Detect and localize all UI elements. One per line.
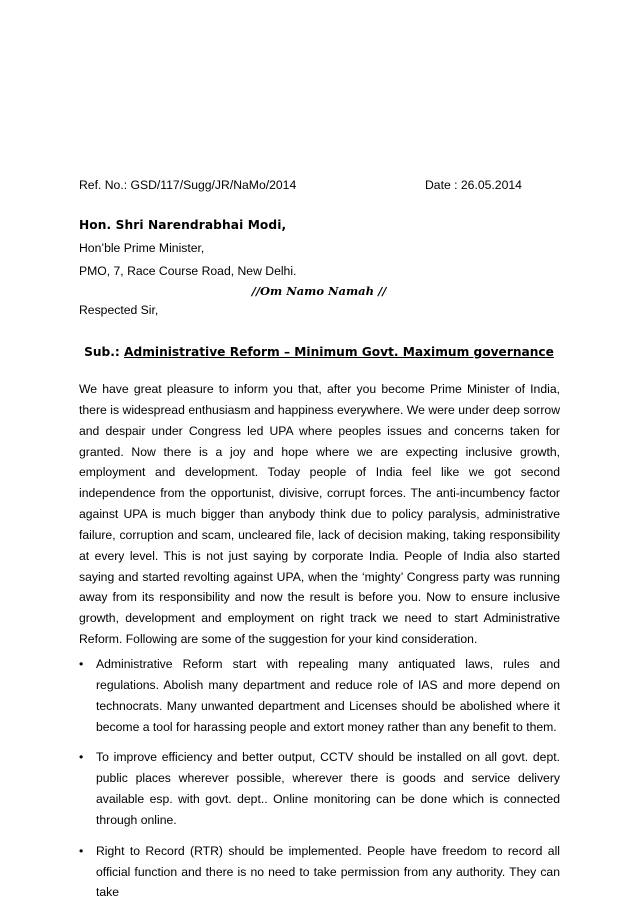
list-item — [79, 747, 560, 830]
list-item — [79, 654, 560, 737]
body-paragraph: We have great pleasure to inform you that, after you become Prime Minister of India, there is widespread enthusiasm and happiness everywhere. We were under deep sorrow and despair under Congress led UPA where peoples issues and concerns taken for granted. Now there is a joy and hope where we are expecting inclusive growth, employment and development. Today people of India feel like we got second independence from the opportunist, divisive, corrupt forces. The anti-incumbency factor against UPA is much bigger than anybody think due to policy paralysis, administrative failure, corruption and scam, uncleared file, lack of decision making, taking responsibility at every level. This is not just saying by corporate India. People of India also started saying and started revolting against UPA, when the ‘mighty’ Congress party was running away from its responsibility and now the result is before you. Now to ensure inclusive growth, development and employment on right track we need to start Administrative Reform. Following are some of the suggestion for your kind consideration. — [79, 382, 560, 647]
blessing-line: //Om Namo Namah // — [251, 284, 387, 298]
bullet-icon: • — [79, 657, 84, 671]
list-item — [79, 841, 560, 904]
reference-number: Ref. No.: GSD/117/Sugg/JR/NaMo/2014 — [79, 178, 297, 192]
subject-line — [0, 343, 638, 361]
salutation: Respected Sir, — [79, 303, 159, 317]
list-item-text: Administrative Reform start with repealing many antiquated laws, rules and regulations. Abolish many department and reduce role of IAS and more depend on technocrats. Many unwanted department and Licenses should be abolished where it become a tool for harassing people and extort money rather than any benefit to them. — [96, 657, 560, 734]
recipient-address: PMO, 7, Race Course Road, New Delhi. — [79, 264, 297, 278]
recipient-address-block — [79, 214, 296, 283]
letter-date: Date : 26.05.2014 — [425, 178, 522, 192]
bullet-icon: • — [79, 750, 84, 765]
bullet-icon: • — [79, 843, 84, 858]
suggestion-list — [79, 654, 560, 913]
recipient-title: Hon’ble Prime Minister, — [79, 241, 205, 255]
list-item-text: To improve efficiency and better output, CCTV should be installed on all govt. dept. public places wherever possible, wherever there is goods and service delivery available esp. with govt. dept.. Online monitoring can be done which is connected through online. — [96, 750, 560, 827]
recipient-name: Hon. Shri Narendrabhai Modi, — [79, 218, 287, 232]
subject-text: Administrative Reform – Minimum Govt. Maximum governance — [124, 345, 554, 359]
list-item-text: Right to Record (RTR) should be implemented. People have freedom to record all official function and there is no need to take permission from any authority. They can take — [96, 843, 560, 900]
subject-label: Sub.: — [84, 345, 120, 359]
